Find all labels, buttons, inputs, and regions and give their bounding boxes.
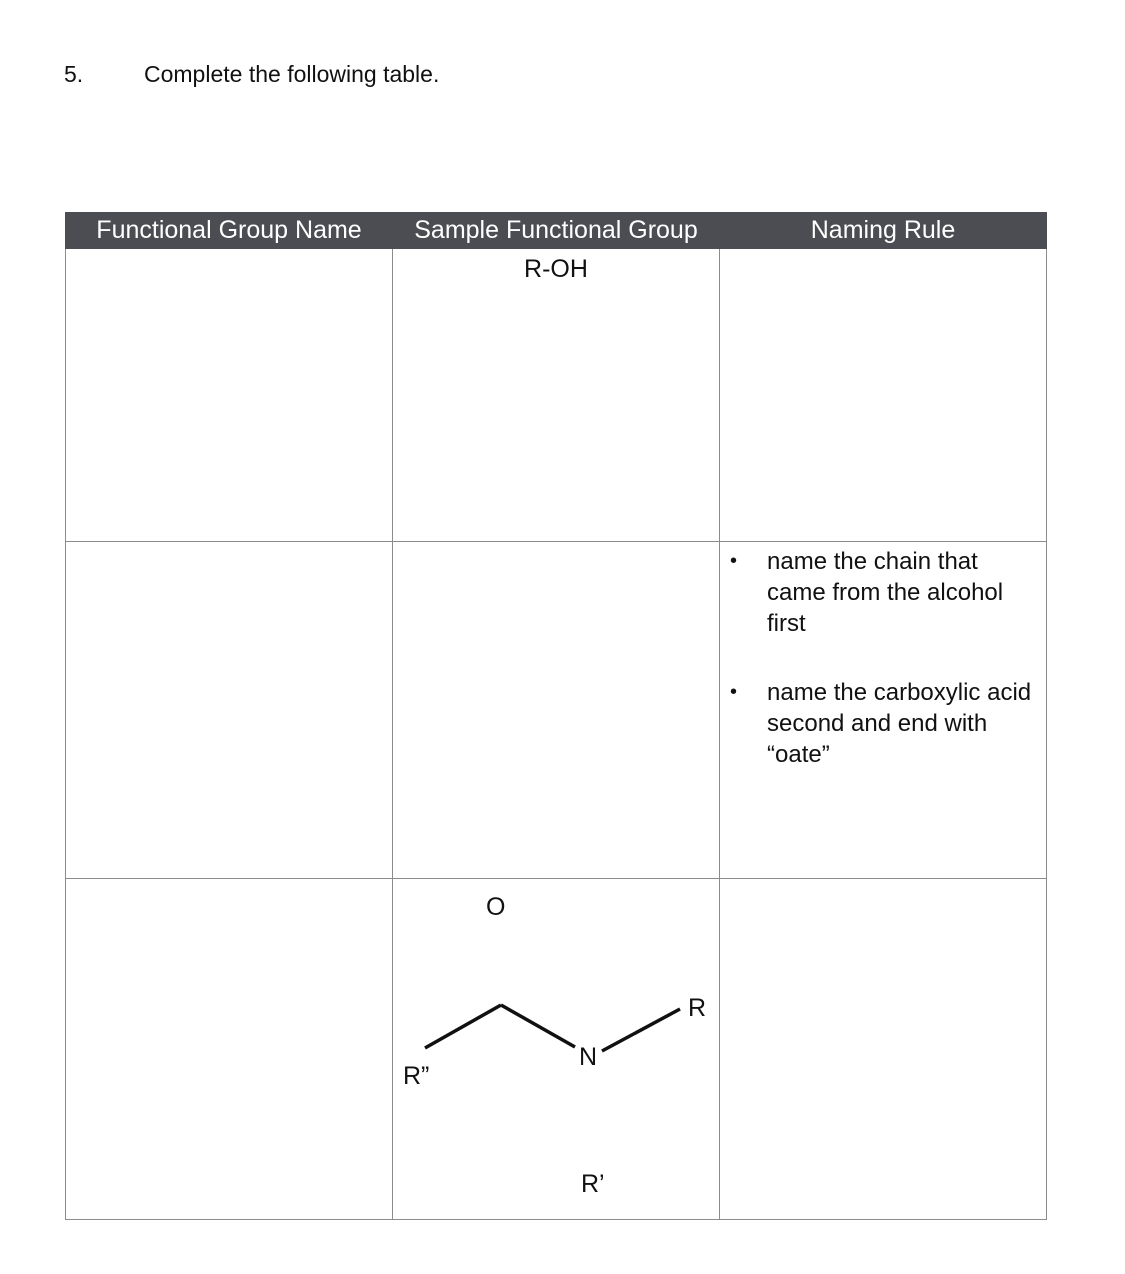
amide-name-cell[interactable] (66, 879, 393, 1220)
r-prime-label: R’ (581, 1170, 605, 1198)
r-double-prime-label: R” (403, 1062, 430, 1090)
header-naming-rule: Naming Rule (720, 213, 1047, 249)
ester-rule-list (720, 542, 1046, 770)
bond-r-carbon (425, 1005, 501, 1048)
oxygen-label: O (486, 893, 506, 921)
table-row (66, 249, 1047, 542)
ester-rule-text: name the carboxylic acid second and end with “oate” (767, 679, 1032, 768)
table-row (66, 542, 1047, 879)
ester-rule-item (720, 546, 1036, 639)
alcohol-name-cell[interactable] (66, 249, 393, 542)
ester-rule-text: name the chain that came from the alcohol first (767, 548, 1004, 637)
amide-sample-cell (393, 879, 720, 1220)
bond-nitrogen-r (602, 1009, 680, 1051)
ester-rule-item (720, 677, 1036, 770)
question-number: 5. (64, 61, 84, 87)
bullet-icon: • (730, 550, 738, 572)
ester-sample-cell[interactable] (393, 542, 720, 879)
bullet-icon: • (730, 681, 738, 703)
amide-structure-diagram (393, 879, 718, 1219)
table-header-row (66, 213, 1047, 249)
question-text: Complete the following table. (144, 61, 440, 87)
table-row (66, 879, 1047, 1220)
alcohol-rule-cell[interactable] (720, 249, 1047, 542)
header-sample-functional-group: Sample Functional Group (393, 213, 720, 249)
alcohol-sample-formula: R-OH (524, 255, 588, 283)
ester-name-cell[interactable] (66, 542, 393, 879)
nitrogen-label: N (579, 1043, 598, 1071)
amide-rule-cell[interactable] (720, 879, 1047, 1220)
functional-group-table (65, 212, 1047, 1220)
header-functional-group-name: Functional Group Name (66, 213, 393, 249)
r-label: R (688, 994, 707, 1022)
alcohol-sample-cell (393, 249, 720, 542)
bond-carbon-nitrogen (501, 1005, 575, 1047)
ester-rule-cell (720, 542, 1047, 879)
